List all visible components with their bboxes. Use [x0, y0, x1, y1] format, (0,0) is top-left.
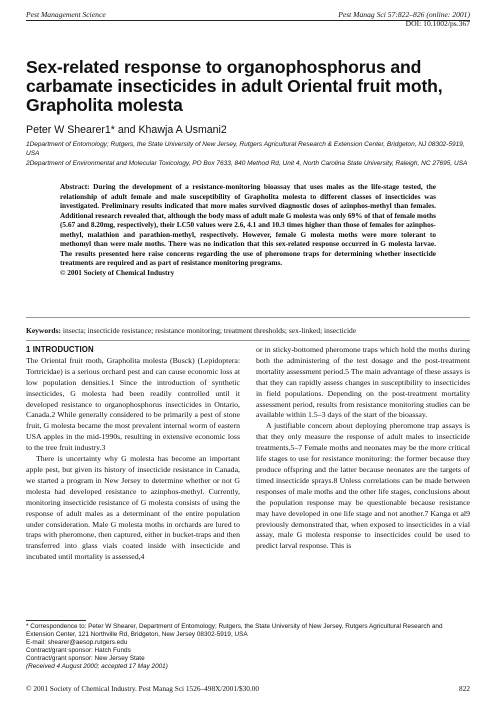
body-column-right — [256, 345, 470, 552]
keywords-rule-bottom — [26, 340, 470, 341]
affiliation-1: 1Department of Entomology; Rutgers, the State University of New Jersey, Rutgers Agricultural Research & Extension Center, Bridgeton, NJ 08302-5919, USA — [26, 141, 465, 157]
footnote-received: (Received 4 August 2000; accepted 17 May 2001) — [26, 663, 168, 670]
footnotes — [26, 623, 470, 671]
journal-name: Pest Management Science — [26, 10, 106, 19]
keywords-rule-top — [26, 317, 470, 318]
abstract-text: Abstract: During the development of a resistance-monitoring bioassay that uses males as the life-stage tested, the relationship of adult female and male susceptibility of Grapholita molesta to different classes of insecticides was investigated. Preliminary results indicated that more males survived diagnostic doses of azinphos-methyl than females. Additional research revealed that, although the body mass of adult male G molesta was only 69% of that of female moths (5.67 and 8.20mg, respectively), their LC50 values were 2.6, 4.1 and 10.3 times higher than those of females for azinphos-methyl, malathion and parathion-methyl, respectively. However, female G molesta moths were more tolerant to methomyl than were male moths. There was no indication that this sex-related response occurred in G molesta larvae. The results presented here raise concerns regarding the use of pheromone traps for determining whether insecticide treatments are required and as part of resistance monitoring programs. — [60, 182, 436, 267]
keywords-list: insecta; insecticide resistance; resistance monitoring; treatment thresholds; sex-linked; insecticide — [62, 326, 357, 335]
paragraph: or in sticky-bottomed pheromone traps which hold the moths during both the administering of the test dosage and the post-treatment mortality assessment period.5 The main advantage of these assays is that they can rapidly assess changes in susceptibility to insecticides in field populations. Depending on the post-treatment mortality assessment period, results from resistance monitoring studies can be available within 1.5–3 days of the start of the bioassay. — [256, 345, 470, 420]
header-rule — [26, 20, 470, 21]
page-number: 822 — [459, 684, 470, 693]
affiliation-2: 2Department of Environmental and Molecular Toxicology, PO Box 7633, 840 Method Rd, Unit 4, North Carolina State University, Raleigh, NC 27695, USA — [26, 160, 468, 167]
keywords — [26, 326, 470, 335]
running-head — [26, 8, 470, 38]
keywords-label: Keywords: — [26, 326, 61, 335]
section-heading: 1 INTRODUCTION — [26, 345, 94, 354]
abstract — [60, 182, 436, 277]
body-column-left — [26, 345, 240, 563]
paragraph: The Oriental fruit moth, Grapholita molesta (Busck) (Lepidoptera: Tortricidae) is a serious orchard pest and can cause economic loss at low population densities.1 Since the introduction of synthetic insecticides, G molesta had been readily controlled until it developed resistance to organophosphorus insecticides in Ontario, Canada.2 While generally considered to be primarily a pest of stone fruit, G molesta became the most prevalent internal worm of eastern USA apples in the mid-1990s, resulting in extensive economic loss to the tree fruit industry.3 — [26, 355, 240, 453]
footnote-email: E-mail: shearer@aesop.rutgers.edu — [26, 639, 128, 646]
affiliations — [26, 140, 470, 169]
footnote-rule — [26, 620, 86, 621]
article-title: Sex-related response to organophosphorus and carbamate insecticides in adult Oriental fruit moth, Grapholita molesta — [26, 57, 443, 116]
footnote-correspondence: * Correspondence to: Peter W Shearer, Department of Entomology; Rutgers, the State University of New Jersey, Rutgers Agricultural Research and Extension Center, 121 Northville Rd, Bridgeton, New Jersey 08302-5919, USA — [26, 623, 443, 638]
paragraph: A justifiable concern about deploying pheromone trap assays is that they only measure the response of adult males to insecticide treatments.5–7 Female moths and neonates may be the more critical life stages to use for resistance monitoring: the former because they produce offspring and the latter because neonates are the targets of timed insecticide sprays.8 Unless correlations can be made between responses of male moths and the other life stages, conclusions about the population response may be questionable because resistance may have developed in one life stage and not another.7 Kanga et al9 previously demonstrated that, when exposed to insecticides in a vial assay, male G molesta response to insecticides could be used to predict larval response. This is — [256, 421, 470, 551]
footnote-sponsor-2: Contract/grant sponsor: New Jersey State — [26, 655, 145, 662]
citation-block — [338, 10, 470, 28]
doi: DOI: 10.1002/ps.367 — [405, 19, 470, 28]
citation: Pest Manag Sci 57:822–826 (online: 2001) — [338, 10, 470, 19]
abstract-copyright: © 2001 Society of Chemical Industry — [60, 267, 175, 277]
footnote-sponsor-1: Contract/grant sponsor: Hatch Funds — [26, 647, 131, 654]
authors: Peter W Shearer1* and Khawja A Usmani2 — [26, 124, 227, 136]
footer-copyright: © 2001 Society of Chemical Industry. Pest Manag Sci 1526–498X/2001/$30.00 — [26, 684, 260, 693]
paragraph: There is uncertainty why G molesta has become an important apple pest, but given its history of insecticide resistance in Canada, we started a program in New Jersey to determine whether or not G molesta had developed resistance to azinphos-methyl. Currently, monitoring insecticide resistance of G molesta consists of using the response of adult males as a determinant of the entire population under consideration. Male G molesta moths in orchards are lured to traps with pheromone, then captured, either in bucket-traps and then transferred into glass vials coated inside with insecticide and incubated until mortality is assessed,4 — [26, 454, 240, 562]
